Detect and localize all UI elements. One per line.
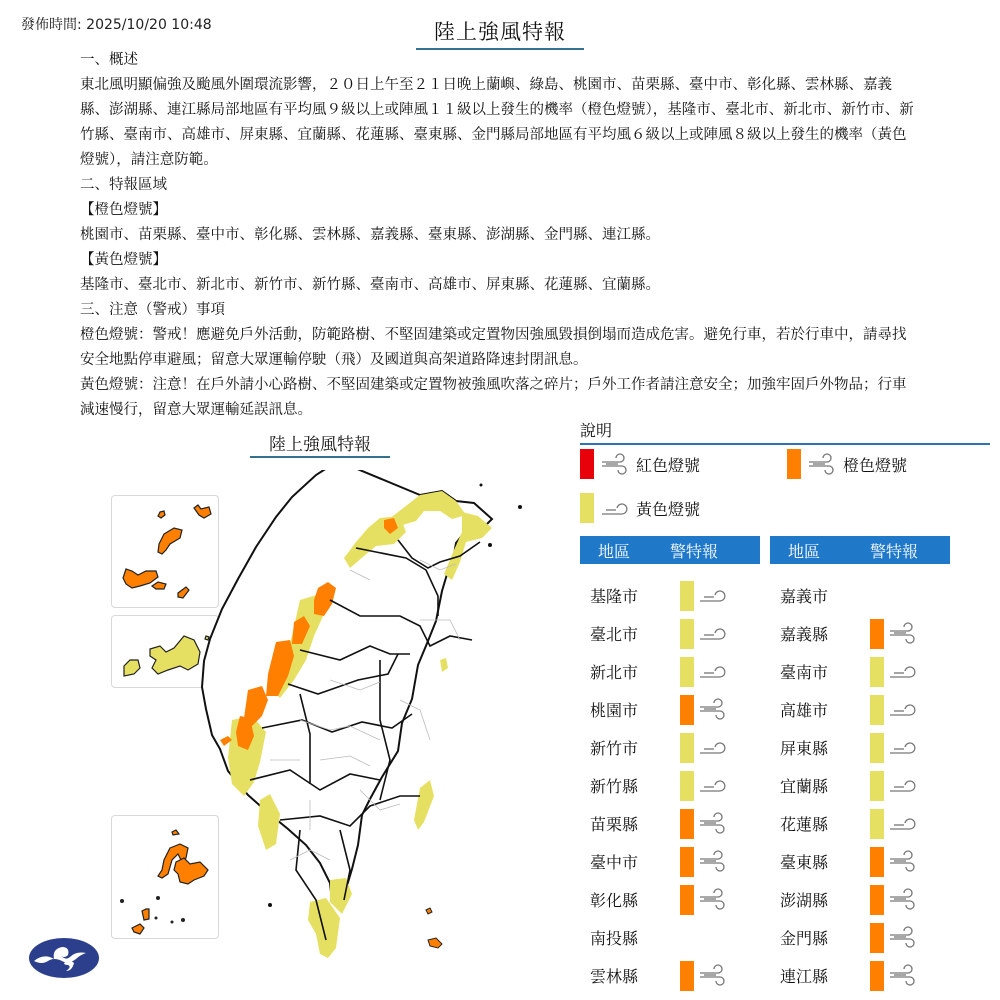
- wind-light-icon: [600, 497, 632, 519]
- table-row: [590, 690, 750, 728]
- green-island: [426, 908, 432, 914]
- table-row: [780, 728, 940, 766]
- region-name: 彰化縣: [590, 890, 639, 910]
- legend-title: 說明: [580, 418, 990, 445]
- wind-strong-icon: [888, 887, 920, 911]
- wind-light-icon: [888, 735, 920, 759]
- region-name: 澎湖縣: [780, 890, 829, 910]
- wind-light-icon: [698, 735, 730, 759]
- table-header-right: [770, 536, 950, 564]
- table-row: [590, 804, 750, 842]
- region-name: 花蓮縣: [780, 814, 829, 834]
- legend-orange-label: 橙色燈號: [843, 455, 908, 475]
- table-row: [590, 652, 750, 690]
- red-swatch: [580, 449, 594, 479]
- yellow-level-swatch: [870, 733, 884, 763]
- region-name: 桃園市: [590, 700, 639, 720]
- table-row: [590, 880, 750, 918]
- table-row: [780, 918, 940, 956]
- orange-level-swatch: [870, 619, 884, 649]
- table-row: [590, 576, 750, 614]
- yellow-advice: 黃色燈號：注意！在戶外請小心路樹、不堅固建築或定置物被強風吹落之碎片；戶外工作者請注意安全；加強牢固戶外物品；行車減速慢行，留意大眾運輸延誤訊息。: [80, 377, 907, 418]
- table-row: [590, 842, 750, 880]
- col-region: 地區: [788, 541, 821, 561]
- region-name: 新竹縣: [590, 776, 639, 796]
- table-row: [780, 766, 940, 804]
- section-overview-title: 一、概述: [80, 52, 138, 68]
- yellow-level-swatch: [870, 771, 884, 801]
- table-row: [780, 614, 940, 652]
- section-areas-title: 二、特報區域: [80, 177, 167, 193]
- table-row: [780, 576, 940, 614]
- legend-yellow-label: 黃色燈號: [636, 499, 701, 519]
- orange-swatch: [787, 449, 801, 479]
- wind-strong-icon: [600, 453, 632, 475]
- region-name: 臺南市: [780, 662, 829, 682]
- table-row: [780, 956, 940, 994]
- legend-red: [580, 449, 700, 479]
- region-name: 屏東縣: [780, 738, 829, 758]
- orange-level-swatch: [870, 923, 884, 953]
- region-name: 嘉義縣: [780, 624, 829, 644]
- orange-level-swatch: [680, 961, 694, 991]
- wind-light-icon: [888, 659, 920, 683]
- legend-yellow: [580, 493, 700, 523]
- wind-strong-icon: [888, 849, 920, 873]
- wind-strong-icon: [698, 963, 730, 987]
- orange-level-swatch: [680, 885, 694, 915]
- wind-light-icon: [888, 697, 920, 721]
- table-row: [780, 804, 940, 842]
- orange-areas: 桃園市、苗栗縣、臺中市、彰化縣、雲林縣、嘉義縣、臺東縣、澎湖縣、金門縣、連江縣。: [80, 227, 660, 243]
- table-row: [780, 690, 940, 728]
- table-row: [780, 880, 940, 918]
- bulletin-text: [80, 48, 920, 423]
- region-name: 嘉義市: [780, 586, 829, 606]
- orange-advice: 橙色燈號：警戒！應避免戶外活動，防範路樹、不堅固建築或定置物因強風毀損倒塌而造成危害。避免行車，若於行車中，請尋找安全地點停車避風；留意大眾運輸停駛（飛）及國道與高架道路降速封閉訊息。: [80, 327, 907, 368]
- table-row: [590, 956, 750, 994]
- wind-strong-icon: [807, 453, 839, 475]
- taiwan-map: [0, 470, 570, 970]
- col-warning: 警特報: [670, 541, 719, 561]
- orange-level-swatch: [680, 809, 694, 839]
- region-name: 新竹市: [590, 738, 639, 758]
- col-region: 地區: [598, 541, 631, 561]
- map-title: 陸上強風特報: [250, 430, 390, 458]
- yellow-level-swatch: [680, 657, 694, 687]
- region-name: 基隆市: [590, 586, 639, 606]
- table-row: [590, 766, 750, 804]
- wind-light-icon: [888, 773, 920, 797]
- wind-strong-icon: [698, 811, 730, 835]
- taiwan-outline: [202, 470, 492, 905]
- table-row: [590, 728, 750, 766]
- region-name: 南投縣: [590, 928, 639, 948]
- orange-level-swatch: [870, 961, 884, 991]
- wind-light-icon: [698, 583, 730, 607]
- yellow-level-swatch: [680, 581, 694, 611]
- issued-time: 發佈時間: 2025/10/20 10:48: [21, 17, 212, 33]
- orange-level-swatch: [680, 847, 694, 877]
- yellow-heading: 【黃色燈號】: [80, 252, 167, 268]
- table-row: [780, 652, 940, 690]
- wind-strong-icon: [888, 963, 920, 987]
- wind-strong-icon: [698, 697, 730, 721]
- yellow-level-swatch: [870, 657, 884, 687]
- table-row: [780, 842, 940, 880]
- region-name: 臺中市: [590, 852, 639, 872]
- yellow-level-swatch: [680, 733, 694, 763]
- table-row: [590, 918, 750, 956]
- wind-light-icon: [888, 811, 920, 835]
- section-overview-text: 東北風明顯偏強及颱風外圍環流影響，２０日上午至２１日晚上蘭嶼、綠島、桃園市、苗栗縣、臺中市、彰化縣、雲林縣、嘉義縣、澎湖縣、連江縣局部地區有平均風９級以上或陣風１１級以上發生的機率（橙色燈號），基隆市、臺北市、新北市、新竹市、新竹縣、臺南市、高雄市、屏東縣、宜蘭縣、花蓮縣、臺東縣、金門縣局部地區有平均風６級以上或陣風８級以上發生的機率（黃色燈號），請注意防範。: [80, 77, 914, 168]
- yellow-level-swatch: [870, 809, 884, 839]
- legend-red-label: 紅色燈號: [636, 455, 701, 475]
- region-name: 雲林縣: [590, 966, 639, 986]
- region-name: 連江縣: [780, 966, 829, 986]
- orange-level-swatch: [870, 847, 884, 877]
- region-name: 臺東縣: [780, 852, 829, 872]
- region-name: 臺北市: [590, 624, 639, 644]
- cwa-logo: [28, 937, 100, 979]
- orange-heading: 【橙色燈號】: [80, 202, 167, 218]
- wind-strong-icon: [698, 849, 730, 873]
- legend-orange: [787, 449, 907, 479]
- yellow-swatch: [580, 493, 594, 523]
- wind-strong-icon: [888, 621, 920, 645]
- yellow-level-swatch: [870, 695, 884, 725]
- region-name: 新北市: [590, 662, 639, 682]
- wind-strong-icon: [698, 887, 730, 911]
- lanyu: [428, 938, 442, 948]
- region-name: 金門縣: [780, 928, 829, 948]
- yellow-areas: 基隆市、臺北市、新北市、新竹市、新竹縣、臺南市、高雄市、屏東縣、花蓮縣、宜蘭縣。: [80, 277, 660, 293]
- wind-light-icon: [698, 659, 730, 683]
- section-advice-title: 三、注意（警戒）事項: [80, 302, 225, 318]
- region-name: 苗栗縣: [590, 814, 639, 834]
- wind-light-icon: [698, 621, 730, 645]
- page-title: 陸上強風特報: [416, 16, 584, 50]
- orange-level-swatch: [870, 885, 884, 915]
- orange-level-swatch: [680, 695, 694, 725]
- table-header-left: [580, 536, 760, 564]
- region-name: 高雄市: [780, 700, 829, 720]
- wind-strong-icon: [888, 925, 920, 949]
- yellow-level-swatch: [680, 771, 694, 801]
- yellow-level-swatch: [680, 619, 694, 649]
- wind-light-icon: [698, 773, 730, 797]
- table-row: [590, 614, 750, 652]
- legend: [580, 418, 990, 445]
- col-warning: 警特報: [870, 541, 919, 561]
- region-name: 宜蘭縣: [780, 776, 829, 796]
